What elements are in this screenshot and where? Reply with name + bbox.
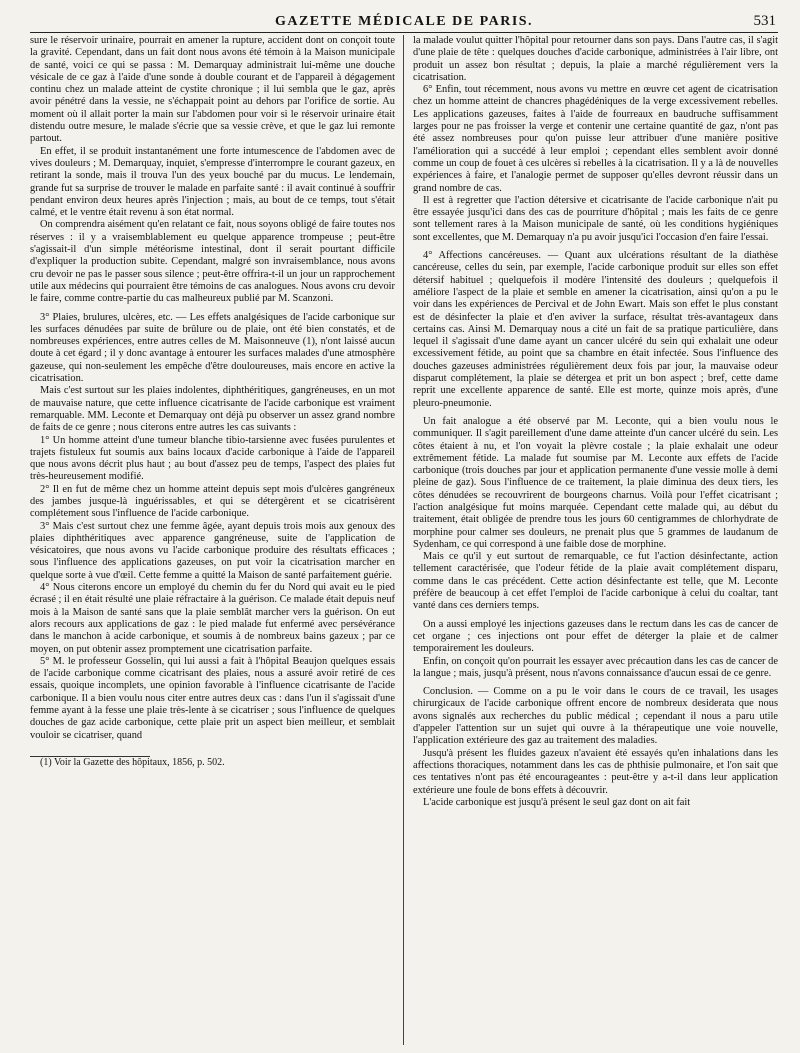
paragraph: Il est à regretter que l'action détersive et cicatrisante de l'acide carbonique n'ait pu être essayée jusqu'ici dans des cas de pourriture d'hôpital ; mais les faits de ce genre sont tellement rares à la Maison municipale de santé, où les conditions hygiéniques sont excellentes, que M. Demarquay n'a pu avoir jusqu'ici l'occasion d'en faire l'essai.: [413, 194, 778, 243]
paragraph: Enfin, on conçoit qu'on pourrait les essayer avec précaution dans les cas de cancer de la langue ; mais, jusqu'à présent, nous n'avons connaissance d'aucun essai de ce genre.: [413, 655, 778, 679]
page-number: 531: [753, 13, 776, 29]
case-item: 4° Nous citerons encore un employé du chemin du fer du Nord qui avait eu le pied écrasé ; il en était résulté une plaie réfractaire à la guérison. Ce malade était depuis neuf mois à la Maison de santé sans que la plaie semblât marcher vers la guérison. On eut alors recours aux applications de gaz : le pied malade fut enfermé avec persévérance dans le manchon à acide carbonique, et soumis à de nombreux bains gazeux ; par ce moyen, on put obtenir assez promptement une cicatrisation parfaite.: [30, 582, 395, 655]
paragraph: Mais ce qu'il y eut surtout de remarquable, ce fut l'action désinfectante, action tellement caractérisée, que l'odeur fétide de la plaie avait complétement disparu, comme dans le cas précédent. Cette action désinfectante est telle, que M. Leconte préfère de beaucoup à cet effet l'emploi de l'acide carbonique à celui du coaltar, tant vanté dans ces derniers temps.: [413, 551, 778, 612]
section-paragraph-conclusion: Conclusion. — Comme on a pu le voir dans le cours de ce travail, les usages chirurgicaux de l'acide carbonique offrent encore de nombreux desiderata que nous avons signalés aux recherches du public médical ; cependant il nous a paru utile d'appeler l'attention sur un sujet qui ouvre à la thérapeutique une voie nouvelle, l'application extérieure des gaz au traitement des maladies.: [413, 686, 778, 747]
paragraph: Un fait analogue a été observé par M. Leconte, qui a bien voulu nous le communiquer. Il s'agit pareillement d'une dame atteinte d'un cancer ulcéré du sein. Les côtes étaient à nu, et l'on voyait la plèvre costale ; la plaie exhalait une odeur extrêmement fétide. La malade fut soumise par M. Leconte aux effets de l'acide carbonique (trois douches par jour et application permanente d'une vessie molle à demi pleine de gaz). Sous l'influence de ce traitement, la plaie diminua des deux tiers, les côtes dénudées se recouvrirent de bourgeons charnus. Voilà pour l'effet cicatrisant ; l'action analgésique fut moins marquée. Cependant cette malade qui, au début du traitement, était obligée de prendre tous les jours 60 centigrammes de chlorhydrate de morphine pour calmer ses douleurs, ne prenait plus que 5 grammes de laudanum de Sydenham, ce qui correspond à une faible dose de morphine.: [413, 415, 778, 550]
paragraph: Jusqu'à présent les fluides gazeux n'avaient été essayés qu'en inhalations dans les affections thoraciques, notamment dans les cas de phthisie pulmonaire, et l'on sait que ces tentatives n'ont pas été encourageantes : peut-être y a-t-il dans leur application extérieure une foule de bons effets à découvrir.: [413, 747, 778, 796]
section-paragraph-plaies: 3° Plaies, brulures, ulcères, etc. — Les effets analgésiques de l'acide carbonique sur les surfaces dénudées par suite de brûlure ou de plaie, ont été bien constatés, et de nombreuses expériences, entre autres celles de M. Maisonneuve (1), n'ont laissé aucun doute à cet égard ; il y donc avantage à entourer les surfaces malades d'une atmosphère gazeuse, qui non-seulement les empêche d'être douloureuses, mais encore en active la cicatrisation.: [30, 311, 395, 385]
text-columns: [30, 35, 778, 1045]
section-paragraph-cancer: 4° Affections cancéreuses. — Quant aux ulcérations résultant de la diathèse cancéreuse, celles du sein, par exemple, l'acide carbonique produit sur elles son effet détersif habituel ; quelquefois il modère l'intensité des douleurs ; quelquefois il améliore l'aspect de la plaie et semble en amener la cicatrisation, ainsi qu'on a pu le voir dans les expériences de Percival et de John Ewart. Mais son effet le plus constant est de désinfecter la plaie et d'en aviver la surface, résultat très-avantageux dans certains cas. Ainsi M. Demarquay nous a cité un fait de sa pratique particulière, dans lequel il s'agissait d'une dame ayant un cancer ulcéré du sein qui exhalait une odeur excessivement fétide, au point que sa chambre en était infectée. Sous l'influence des douches gazeuses administrées régulièrement deux fois par jour, la mauvaise odeur disparut complétement, la plaie se détergea et prit un bon aspect ; bref, cette dame reprit une excellente apparence de santé. Elle est morte, quinze mois après, d'une pleuro-pneumonie.: [413, 250, 778, 409]
paragraph: L'acide carbonique est jusqu'à présent le seul gaz dont on ait fait: [423, 796, 691, 808]
paragraph: Mais c'est surtout sur les plaies indolentes, diphthéritiques, gangréneuses, en un mot de mauvaise nature, que cette influence cicatrisante de l'acide carbonique est vraiment remarquable. MM. Leconte et Demarquay ont déjà pu observer un assez grand nombre de faits de ce genre ; nous citerons entre autres les cas suivants :: [30, 385, 395, 434]
right-column: [404, 35, 778, 1045]
paragraph: On a aussi employé les injections gazeuses dans le rectum dans les cas de cancer de cet organe ; ces injections ont pour effet de déterger la plaie et de calmer temporairement les douleurs.: [413, 618, 778, 655]
case-item: 6° Enfin, tout récemment, nous avons vu mettre en œuvre cet agent de cicatrisation chez un homme atteint de chancres phagédéniques de la verge excessivement rebelles. Les applications gazeuses, faites à l'aide de fourreaux en baudruche suffisamment larges pour ne pas froisser la verge et contenir une certaine quantité de gaz, n'ont pas été assez nombreuses pour qu'on puisse leur attribuer d'une manière positive l'amélioration qui a succédé à leur emploi ; cependant elles semblent avoir donné comme un coup de fouet à ces ulcères si rebelles à la cicatrisation. Il y a là de nouvelles expériences à faire, et l'analogie permet de supposer qu'elles devront réussir dans un grand nombre de cas.: [413, 84, 778, 194]
journal-title: GAZETTE MÉDICALE DE PARIS.: [274, 14, 534, 29]
left-column: [30, 35, 404, 1045]
paragraph: sure le réservoir urinaire, pourrait en amener la rupture, accident dont on conçoit toute la gravité. Cependant, dans un fait dont nous avons été témoin à la Maison municipale de santé, voici ce qui se passa : M. Demarquay administrait lui-même une douche vésicale de ce gaz à l'aide d'une sonde à double courant et de l'appareil à dégagement continu chez un malade atteint de cystite chronique ; il lui sembla que le gaz, après avoir pénétré dans la vessie, ne s'échappait point au dehors par l'orifice de sortie. Au moment où il allait porter la main sur l'abdomen pour voir si le réservoir urinaire était distendu outre mesure, le malade s'écrie que sa vessie crève, et que le gaz lui remonte partout.: [30, 35, 395, 145]
case-item: 2° Il en fut de même chez un homme atteint depuis sept mois d'ulcères gangréneux des jambes jusque-là inguérissables, et qui se détergèrent et se cicatrisèrent complétement sous l'influence de l'acide carbonique.: [30, 483, 395, 520]
page-header: [30, 8, 778, 33]
paragraph: En effet, il se produit instantanément une forte intumescence de l'abdomen avec de vives douleurs ; M. Demarquay, inquiet, s'empresse d'interrompre le courant gazeux, en retirant la sonde, mais il trouva l'un des yeux bouché par du mucus. Le lendemain, grande fut sa surprise de trouver le malade en parfaite santé : il avait continué à souffrir pendant environ deux heures après l'injection ; mais, au bout de ce temps, tout s'était calmé, et le ventre était revenu à son état normal.: [30, 145, 395, 219]
footnote: (1) Voir la Gazette des hôpitaux, 1856, p. 502.: [40, 756, 225, 768]
case-item: 1° Un homme atteint d'une tumeur blanche tibio-tarsienne avec fusées purulentes et trajets fistuleux fut soumis aux bains locaux d'acide carbonique à l'aide de l'appareil que nous avons décrit plus haut ; au bout d'assez peu de temps, l'aspect des plaies fut très-heureusement modifié.: [30, 434, 395, 483]
case-item: 5° M. le professeur Gosselin, qui lui aussi a fait à l'hôpital Beaujon quelques essais de l'acide carbonique comme cicatrisant des plaies, nous a assuré avoir retiré de ces essais, quoique incomplets, une opinion favorable à l'influence cicatrisante de l'acide carbonique. Il a bien voulu nous citer entre autres deux cas : dans l'un il s'agissait d'une femme ayant à la fesse une plaie très-lente à se cicatriser ; sous l'influence de quelques douches de gaz acide carbonique, cette plaie prit un aspect bien meilleur, et semblait vouloir se cicatriser, quand: [30, 655, 395, 741]
case-item: 3° Mais c'est surtout chez une femme âgée, ayant depuis trois mois aux genoux des plaies diphthéritiques avec apparence gangréneuse, suite de l'application de vésicatoires, que nous avons vu l'acide carbonique produire des résultats efficaces ; sous l'influence des applications gazeuses, on put voir la cicatrisation marcher en quelque sorte à vue d'œil. Cette femme a quitté la Maison de santé parfaitement guérie.: [30, 520, 395, 581]
paragraph: la malade voulut quitter l'hôpital pour retourner dans son pays. Dans l'autre cas, il s'agit d'une plaie de tête : quelques douches d'acide carbonique, administrées à l'air libre, ont produit un assez bon résultat ; depuis, la plaie a marché régulièrement vers la cicatrisation.: [413, 35, 778, 83]
paragraph: On comprendra aisément qu'en relatant ce fait, nous soyons obligé de faire toutes nos réserves : il y a vraisemblablement eu quelque apparence trompeuse ; peut-être s'agissait-il d'un simple météorisme intestinal, dont il serait pourtant difficile d'expliquer la production subite. Cependant, malgré son invraisemblance, nous avons cru devoir ne pas le passer sous silence ; peut-être offrira-t-il un jour un rapprochement utile aux médecins qui pourraient être témoins de cas analogues. Nous avons cru devoir le faire, comme contre-partie du cas malheureux publié par M. Scanzoni.: [30, 219, 395, 305]
